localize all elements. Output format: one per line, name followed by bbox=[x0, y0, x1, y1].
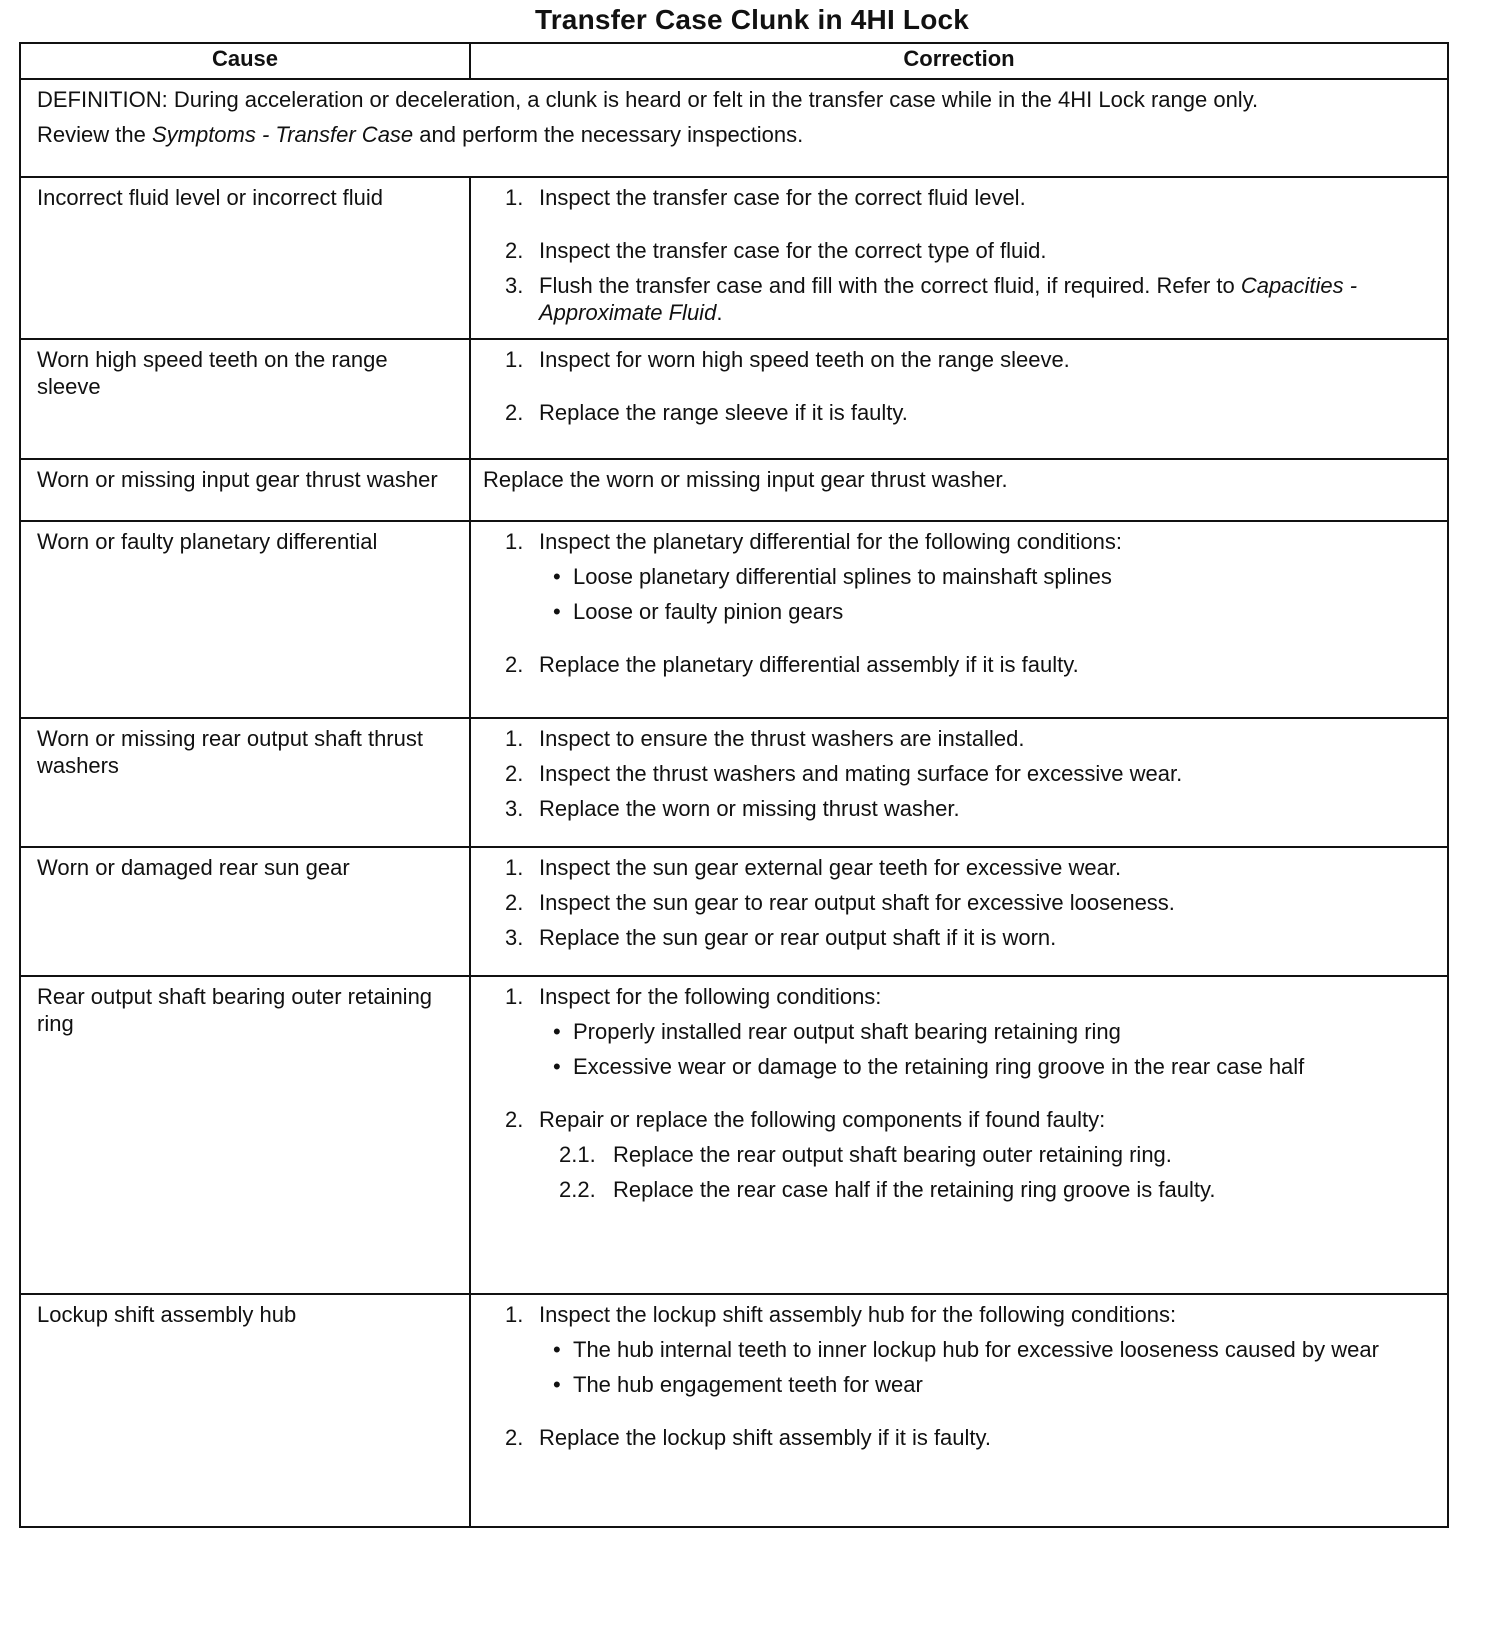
table-row bbox=[20, 718, 1448, 847]
review-suffix: and perform the necessary inspections. bbox=[413, 122, 804, 147]
correction-step: 1. Inspect the sun gear external gear teeth for excessive wear. bbox=[505, 855, 1122, 880]
correction-step: 2. Replace the lockup shift assembly if it is faulty. bbox=[505, 1425, 992, 1450]
cause-text: Worn or missing rear output shaft thrust washers bbox=[37, 726, 423, 778]
correction-step: 1. Inspect the transfer case for the correct fluid level. bbox=[505, 185, 1026, 210]
correction-step: 2. Replace the range sleeve if it is faulty. bbox=[505, 400, 908, 425]
correction-step: 1. Inspect the planetary differential for the following conditions: bbox=[505, 529, 1122, 554]
correction-cell bbox=[470, 339, 1448, 459]
correction-substep: 2.1. Replace the rear output shaft bearing outer retaining ring. bbox=[559, 1142, 1172, 1167]
definition-text: DEFINITION: During acceleration or deceleration, a clunk is heard or felt in the transfer case while in the 4HI Lock range only. bbox=[37, 87, 1259, 112]
symptoms-reference: Symptoms - Transfer Case bbox=[151, 122, 414, 147]
column-header-correction: Correction bbox=[470, 43, 1448, 79]
cause-cell bbox=[20, 459, 470, 521]
cause-text: Worn or faulty planetary differential bbox=[37, 529, 378, 554]
troubleshooting-table bbox=[19, 42, 1449, 1528]
page-title: Transfer Case Clunk in 4HI Lock bbox=[534, 4, 970, 35]
cause-text: Rear output shaft bearing outer retaining ring bbox=[37, 984, 433, 1036]
cause-cell bbox=[20, 177, 470, 339]
table-row bbox=[20, 339, 1448, 459]
definition-cell bbox=[20, 79, 1448, 177]
cause-cell bbox=[20, 521, 470, 718]
condition-bullet: • Loose planetary differential splines to mainshaft splines bbox=[553, 564, 1112, 589]
table-row bbox=[20, 976, 1448, 1294]
cause-cell bbox=[20, 976, 470, 1294]
condition-bullet: • Loose or faulty pinion gears bbox=[553, 599, 844, 624]
correction-cell bbox=[470, 1294, 1448, 1527]
correction-step: 1. Inspect for worn high speed teeth on the range sleeve. bbox=[505, 347, 1070, 372]
table-row bbox=[20, 521, 1448, 718]
correction-step: 1. Inspect to ensure the thrust washers are installed. bbox=[505, 726, 1025, 751]
condition-bullet: • The hub engagement teeth for wear bbox=[553, 1372, 923, 1397]
correction-cell bbox=[470, 459, 1448, 521]
condition-bullet: • Properly installed rear output shaft bearing retaining ring bbox=[553, 1019, 1121, 1044]
correction-step: 2. Replace the planetary differential assembly if it is faulty. bbox=[505, 652, 1079, 677]
definition-row bbox=[20, 79, 1448, 177]
table-row bbox=[20, 459, 1448, 521]
cause-text: Lockup shift assembly hub bbox=[37, 1302, 297, 1327]
cause-text: Worn or missing input gear thrust washer bbox=[37, 467, 438, 492]
correction-cell bbox=[470, 177, 1448, 339]
correction-step: 2. Inspect the sun gear to rear output shaft for excessive looseness. bbox=[505, 890, 1175, 915]
correction-step: 3. Flush the transfer case and fill with the correct fluid, if required. Refer to Capacities - Approximate Fluid. bbox=[505, 273, 1358, 325]
capacities-reference: Capacities - Approximate Fluid bbox=[539, 273, 1358, 325]
review-prefix: Review the bbox=[37, 122, 152, 147]
cause-cell bbox=[20, 339, 470, 459]
cause-cell bbox=[20, 847, 470, 976]
cause-text: Incorrect fluid level or incorrect fluid bbox=[37, 185, 384, 210]
cause-text: Worn high speed teeth on the range sleeve bbox=[37, 347, 388, 399]
condition-bullet: • Excessive wear or damage to the retaining ring groove in the rear case half bbox=[553, 1054, 1305, 1079]
correction-step: 2. Inspect the transfer case for the correct type of fluid. bbox=[505, 238, 1047, 263]
table-row bbox=[20, 1294, 1448, 1527]
correction-step: 3. Replace the worn or missing thrust washer. bbox=[505, 796, 960, 821]
correction-cell bbox=[470, 847, 1448, 976]
correction-cell bbox=[470, 521, 1448, 718]
table-row bbox=[20, 177, 1448, 339]
condition-bullet: • The hub internal teeth to inner lockup hub for excessive looseness caused by wear bbox=[553, 1337, 1379, 1362]
correction-step: 1. Inspect for the following conditions: bbox=[505, 984, 882, 1009]
cause-cell bbox=[20, 718, 470, 847]
correction-cell bbox=[470, 718, 1448, 847]
correction-text: Replace the worn or missing input gear thrust washer. bbox=[483, 467, 1008, 492]
correction-cell bbox=[470, 976, 1448, 1294]
table-row bbox=[20, 847, 1448, 976]
cause-text: Worn or damaged rear sun gear bbox=[37, 855, 350, 880]
review-text bbox=[37, 121, 1387, 148]
table-header-row bbox=[20, 43, 1448, 79]
correction-step: 2. Inspect the thrust washers and mating surface for excessive wear. bbox=[505, 761, 1183, 786]
correction-substep: 2.2. Replace the rear case half if the retaining ring groove is faulty. bbox=[559, 1177, 1216, 1202]
correction-step: 1. Inspect the lockup shift assembly hub for the following conditions: bbox=[505, 1302, 1177, 1327]
correction-step: 2. Repair or replace the following components if found faulty: bbox=[505, 1107, 1106, 1132]
cause-cell bbox=[20, 1294, 470, 1527]
correction-step: 3. Replace the sun gear or rear output shaft if it is worn. bbox=[505, 925, 1057, 950]
column-header-cause: Cause bbox=[20, 43, 470, 79]
